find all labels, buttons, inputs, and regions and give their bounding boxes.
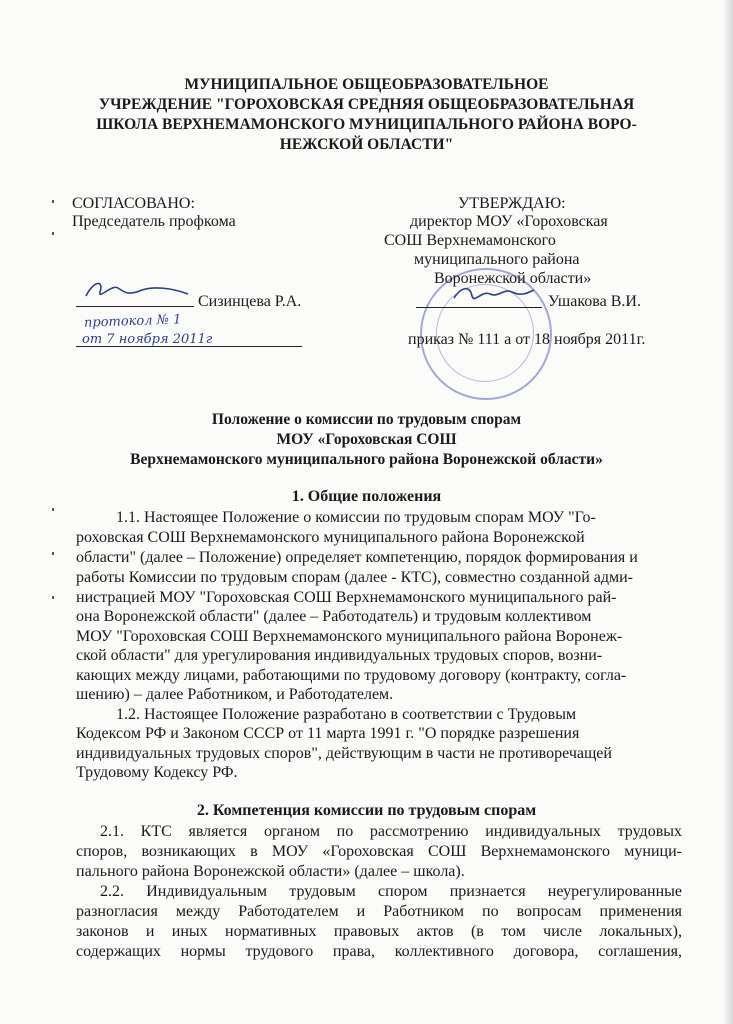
director-signature-line <box>416 307 542 308</box>
header-line-3: ШКОЛА ВЕРХНЕМАМОНСКОГО МУНИЦИПАЛЬНОГО РАЙОНА ВОРО- <box>96 116 637 133</box>
header-line-2: УЧРЕЖДЕНИЕ "ГОРОХОВСКАЯ СРЕДНЯЯ ОБЩЕОБРАЗОВАТЕЛЬНАЯ <box>98 96 635 113</box>
s2-line-3: пального района Воронежской области» (далее – школа). <box>76 863 465 880</box>
section-2-heading: 2. Компетенция комиссии по трудовым спорам <box>196 802 537 819</box>
protocol-date-handwritten: от 7 ноября 2011г <box>82 332 213 347</box>
s1-line-14: Трудовому Кодексу РФ. <box>76 764 238 781</box>
s1-line-13: индивидуальных трудовых споров", действующим в части не противоречащей <box>76 745 612 762</box>
s1-line-5: нистрацией МОУ "Гороховская СОШ Верхнемамонского муниципального рай- <box>76 589 617 606</box>
approve-order: приказ № 111 а от 18 ноября 2011г. <box>408 331 646 348</box>
s2-line-4: 2.2. Индивидуальным трудовым спором признается неурегулированные <box>100 883 682 900</box>
s1-line-8: ской области" для урегулирования индивидуальных трудовых споров, возни- <box>76 647 603 664</box>
s2-line-7: содержащих нормы трудового права, коллективного договора, соглашения, <box>76 943 682 960</box>
s2-line-1: 2.1. КТС является органом по рассмотрению индивидуальных трудовых <box>100 823 682 840</box>
scan-speck <box>52 200 54 203</box>
agreed-heading: СОГЛАСОВАНО: <box>72 195 195 212</box>
s2-line-5: разногласия между Работодателем и Работником по вопросам применения <box>76 903 682 920</box>
scan-speck <box>52 232 54 235</box>
approve-line-3: муниципального района <box>414 251 580 268</box>
s1-line-11: 1.2. Настоящее Положение разработано в соответствии с Трудовым <box>116 706 577 723</box>
protocol-line <box>76 346 302 347</box>
s1-line-10: шению) – далее Работником, и Работодателем. <box>76 686 394 703</box>
header-line-1: МУНИЦИПАЛЬНОЕ ОБЩЕОБРАЗОВАТЕЛЬНОЕ <box>184 76 549 93</box>
profcom-signature-line <box>76 306 194 307</box>
agreed-name: Сизинцева Р.А. <box>198 293 302 310</box>
scan-speck <box>52 596 54 599</box>
s1-line-4: работы Комиссии по трудовым спорам (далее - КТС), совместно созданной адми- <box>76 569 634 586</box>
section-1-heading: 1. Общие положения <box>291 488 442 505</box>
header-line-4: НЕЖСКОЙ ОБЛАСТИ" <box>279 136 454 153</box>
approve-line-1: директор МОУ «Гороховская <box>410 213 608 230</box>
approve-heading: УТВЕРЖДАЮ: <box>458 195 566 212</box>
scan-speck <box>52 508 54 511</box>
approve-line-2: СОШ Верхнемамонского <box>384 232 556 249</box>
title-line-2: МОУ «Гороховская СОШ <box>276 431 457 448</box>
s1-line-2: роховская СОШ Верхнемамонского муниципального района Воронежской <box>76 529 585 546</box>
s1-line-6: она Воронежской области" (далее – Работодатель) и трудовым коллективом <box>76 608 592 625</box>
scan-speck <box>52 552 54 555</box>
profcom-signature-icon <box>82 276 192 306</box>
title-line-3: Верхнемамонского муниципального района Воронежской области» <box>130 451 603 468</box>
agreed-role: Председатель профкома <box>72 213 236 230</box>
approve-name: Ушакова В.И. <box>548 293 641 310</box>
s1-line-7: МОУ "Гороховская СОШ Верхнемамонского муниципального района Воронеж- <box>76 628 623 645</box>
s1-line-3: области" (далее – Положение) определяет компетенцию, порядок формирования и <box>76 549 638 566</box>
s2-line-6: законов и иных нормативных правовых актов (в том числе локальных), <box>76 923 682 940</box>
title-line-1: Положение о комиссии по трудовым спорам <box>211 411 522 428</box>
approve-line-4: Воронежской области» <box>434 270 592 287</box>
s1-line-9: кающих между лицами, работающими по трудовому договору (контракту, согла- <box>76 667 627 684</box>
s2-line-2: споров, возникающих в МОУ «Гороховская СОШ Верхнемамонского муници- <box>76 843 682 860</box>
protocol-handwritten: протокол № 1 <box>83 312 182 331</box>
director-signature-icon <box>448 280 538 310</box>
s1-line-1: 1.1. Настоящее Положение о комиссии по трудовым спорам МОУ "Го- <box>116 509 596 526</box>
s1-line-12: Кодексом РФ и Законом СССР от 11 марта 1991 г. "О порядке разрешения <box>76 725 580 742</box>
